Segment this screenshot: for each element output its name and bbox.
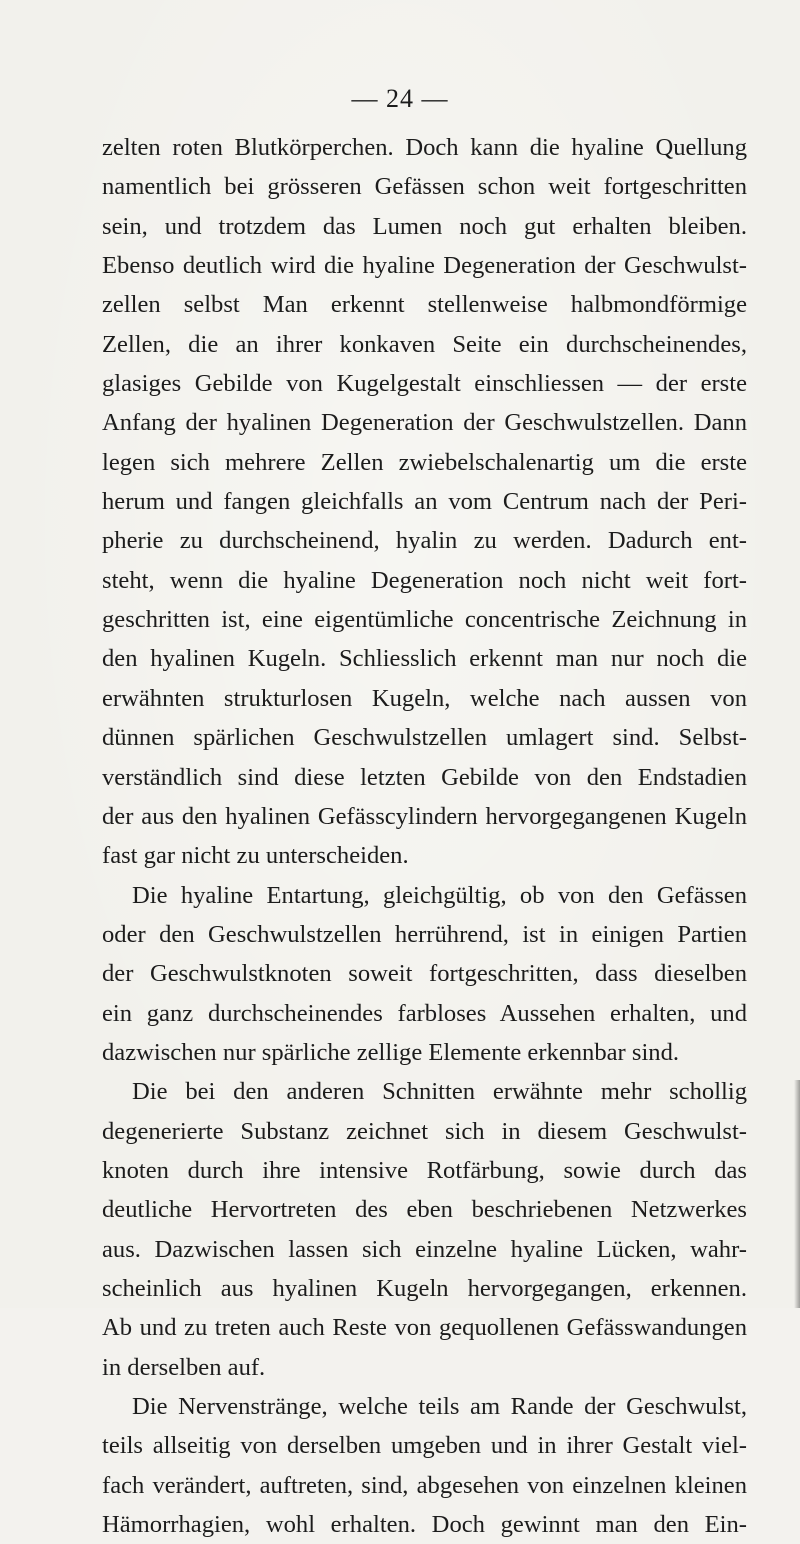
text-line: der aus den hyalinen Gefässcylindern hervorgegangenen Kugeln [102,802,747,830]
text-line: knoten durch ihre intensive Rotfärbung, sowie durch das [102,1156,747,1184]
text-line: degenerierte Substanz zeichnet sich in diesem Geschwulst- [102,1117,747,1145]
page-edge-shadow [794,1080,800,1308]
text-line: scheinlich aus hyalinen Kugeln hervorgegangen, erkennen. [102,1274,747,1302]
text-line: deutliche Hervortreten des eben beschriebenen Netzwerkes [102,1196,747,1224]
text-line: ein ganz durchscheinendes farbloses Aussehen erhalten, und [102,999,747,1027]
text-line: herum und fangen gleichfalls an vom Centrum nach der Peri- [102,488,747,516]
text-line: Die Nervenstränge, welche teils am Rande der Geschwulst, [132,1393,747,1420]
text-line: Die bei den anderen Schnitten erwähnte mehr schollig [132,1078,747,1106]
text-line: legen sich mehrere Zellen zwiebelschalenartig um die erste [102,448,747,476]
text-line: verständlich sind diese letzten Gebilde von den Endstadien [102,763,747,791]
text-line: fach verändert, auftreten, sind, abgesehen von einzelnen kleinen [102,1471,747,1499]
text-line: sein, und trotzdem das Lumen noch gut erhalten bleiben. [102,212,747,240]
text-line: aus. Dazwischen lassen sich einzelne hyaline Lücken, wahr- [102,1235,747,1263]
text-line: glasiges Gebilde von Kugelgestalt einschliessen — der erste [102,370,747,398]
text-line: den hyalinen Kugeln. Schliesslich erkennt man nur noch die [102,645,747,673]
text-line: fast gar nicht zu unterscheiden. [102,842,409,870]
body-text [102,128,747,1544]
text-line: geschritten ist, eine eigentümliche concentrische Zeichnung in [102,606,747,634]
text-line: dazwischen nur spärliche zellige Elemente erkennbar sind. [102,1038,680,1066]
text-line: Die hyaline Entartung, gleichgültig, ob von den Gefässen [132,881,747,909]
text-line: in derselben auf. [102,1353,266,1381]
text-line: zellen selbst Man erkennt stellenweise halbmondförmige [102,291,747,319]
text-line: Ebenso deutlich wird die hyaline Degeneration der Geschwulst- [102,252,747,280]
text-line: steht, wenn die hyaline Degeneration noch nicht weit fort- [102,566,747,594]
text-line: oder den Geschwulstzellen herrührend, ist in einigen Partien [102,920,747,948]
text-line: Hämorrhagien, wohl erhalten. Doch gewinnt man den Ein- [102,1511,747,1539]
text-line: Ab und zu treten auch Reste von gequollenen Gefässwandungen [102,1314,747,1342]
text-line: dünnen spärlichen Geschwulstzellen umlagert sind. Selbst- [102,724,747,752]
text-line: teils allseitig von derselben umgeben und in ihrer Gestalt viel- [102,1432,747,1460]
text-line: Zellen, die an ihrer konkaven Seite ein durchscheinendes, [102,330,747,358]
text-line: zelten roten Blutkörperchen. Doch kann die hyaline Quellung [102,134,747,161]
text-line: namentlich bei grösseren Gefässen schon weit fortgeschritten [102,173,747,201]
text-line: pherie zu durchscheinend, hyalin zu werden. Dadurch ent- [102,527,747,555]
text-line: Anfang der hyalinen Degeneration der Geschwulstzellen. Dann [102,409,747,437]
text-line: der Geschwulstknoten soweit fortgeschritten, dass dieselben [102,960,747,988]
text-line: erwähnten strukturlosen Kugeln, welche nach aussen von [102,684,747,712]
page-number: — 24 — [351,84,449,113]
